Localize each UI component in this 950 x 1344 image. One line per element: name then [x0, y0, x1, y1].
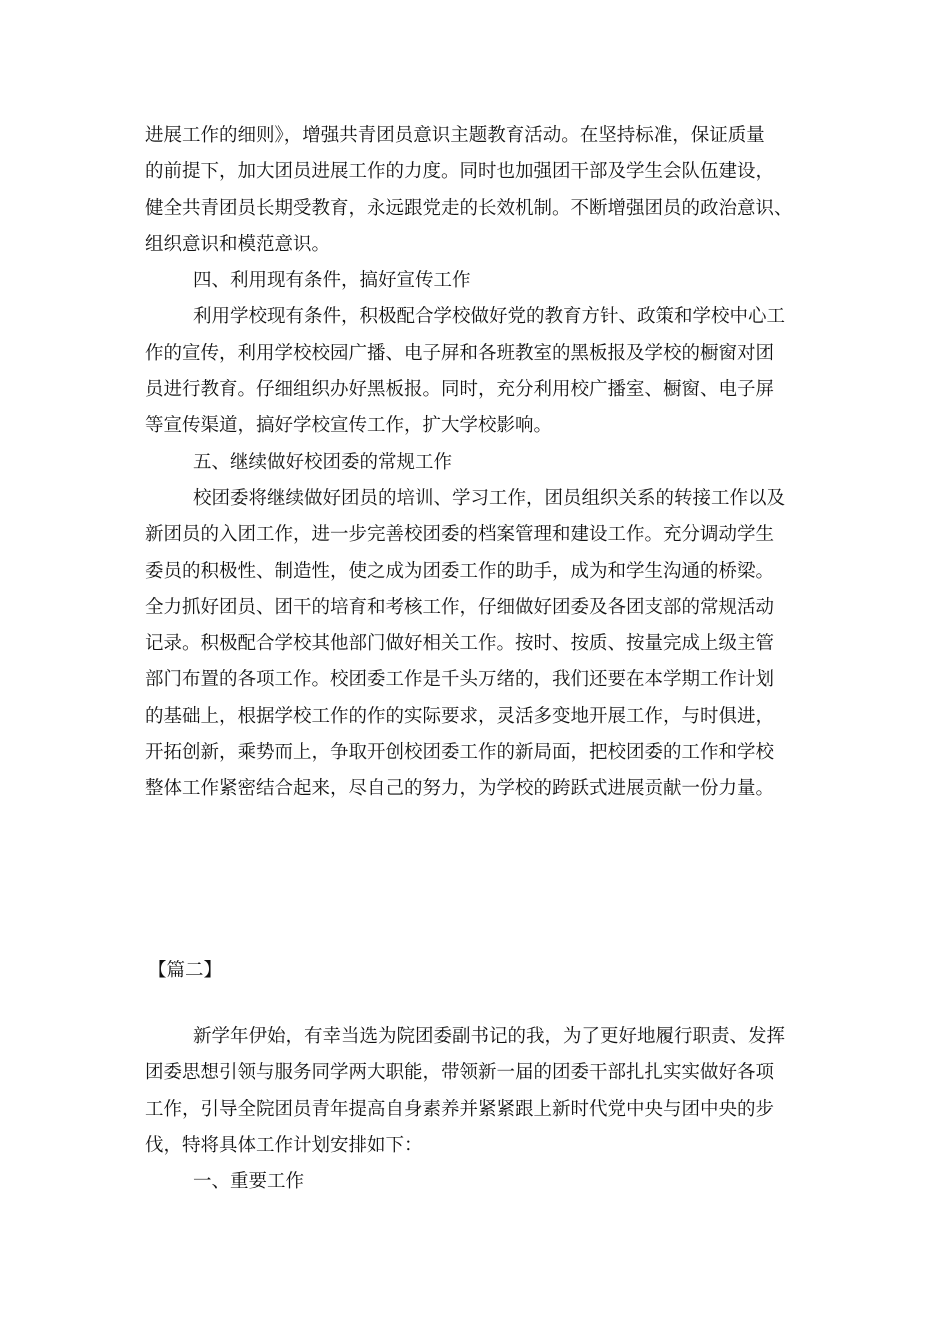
- paragraph-line: 员进行教育。仔细组织办好黑板报。同时，充分利用校广播室、橱窗、电子屏: [145, 379, 775, 401]
- paragraph-line: 全力抓好团员、团干的培育和考核工作，仔细做好团委及各团支部的常规活动: [145, 596, 775, 618]
- part1-body: [145, 118, 805, 808]
- paragraph-line: 伐，特将具体工作计划安排如下：: [145, 1134, 423, 1156]
- paragraph-line: 新学年伊始，有幸当选为院团委副书记的我，为了更好地履行职责、发挥: [193, 1026, 786, 1047]
- section-heading: 五、继续做好校团委的常规工作: [193, 451, 453, 473]
- paragraph-line: 利用学校现有条件，积极配合学校做好党的教育方针、政策和学校中心工: [193, 306, 786, 328]
- part2-body: [145, 1019, 805, 1200]
- paragraph-line: 的前提下，加大团员进展工作的力度。同时也加强团干部及学生会队伍建设，: [145, 161, 775, 183]
- article-label: 【篇二】: [148, 960, 223, 981]
- paragraph-line: 等宣传渠道，搞好学校宣传工作，扩大学校影响。: [145, 415, 553, 437]
- paragraph-line: 团委思想引领与服务同学两大职能，带领新一届的团委干部扎扎实实做好各项: [145, 1062, 775, 1084]
- paragraph-line: 健全共青团员长期受教育，永远跟党走的长效机制。不断增强团员的政治意识、: [145, 197, 793, 219]
- paragraph-line: 记录。积极配合学校其他部门做好相关工作。按时、按质、按量完成上级主管: [145, 633, 775, 655]
- section-heading: 四、利用现有条件，搞好宣传工作: [193, 270, 471, 292]
- paragraph-line: 委员的积极性、制造性，使之成为团委工作的助手，成为和学生沟通的桥梁。: [145, 560, 775, 582]
- paragraph-line: 整体工作紧密结合起来，尽自己的努力，为学校的跨跃式进展贡献一份力量。: [145, 778, 775, 800]
- paragraph-line: 工作，引导全院团员青年提高自身素养并紧紧跟上新时代党中央与团中央的步: [145, 1098, 775, 1120]
- paragraph-line: 新团员的入团工作，进一步完善校团委的档案管理和建设工作。充分调动学生: [145, 524, 775, 546]
- paragraph-line: 组织意识和模范意识。: [145, 233, 331, 255]
- paragraph-line: 开拓创新，乘势而上，争取开创校团委工作的新局面，把校团委的工作和学校: [145, 742, 775, 764]
- paragraph-line: 作的宣传，利用学校校园广播、电子屏和各班教室的黑板报及学校的橱窗对团: [145, 342, 775, 364]
- paragraph-line: 部门布置的各项工作。校团委工作是千头万绪的，我们还要在本学期工作计划: [145, 669, 775, 691]
- section-heading: 一、重要工作: [193, 1171, 305, 1193]
- paragraph-line: 的基础上，根据学校工作的作的实际要求，灵活多变地开展工作，与时俱进，: [145, 705, 775, 727]
- paragraph-line: 校团委将继续做好团员的培训、学习工作，团员组织关系的转接工作以及: [193, 487, 786, 509]
- paragraph-line: 进展工作的细则》，增强共青团员意识主题教育活动。在坚持标准，保证质量: [145, 125, 765, 146]
